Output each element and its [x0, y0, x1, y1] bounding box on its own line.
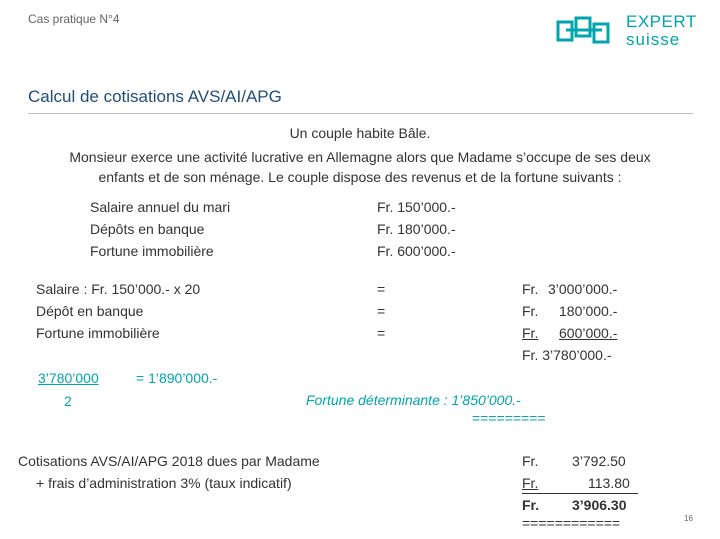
contribution-line-2: + frais d’administration 3% (taux indicatif)	[36, 475, 292, 491]
contribution-prefix: Fr.	[522, 453, 539, 469]
intro-line-2: Monsieur exerce une activité lucrative en Allemagne alors que Madame s’occupe de ses deux	[69, 149, 651, 165]
calc-label: Salaire : Fr. 150’000.- x 20	[36, 281, 201, 297]
intro-line-1: Un couple habite Bâle.	[289, 125, 431, 141]
calc-label: Dépôt en banque	[36, 303, 144, 319]
expert-suisse-logo	[556, 12, 696, 50]
calc-prefix: Fr.	[522, 303, 539, 319]
calc-total: Fr. 3’780’000.-	[522, 347, 612, 363]
fact-value: Fr. 150’000.-	[377, 199, 456, 215]
determining-double-underline: =========	[472, 410, 546, 426]
calc-label: Fortune immobilière	[36, 325, 160, 341]
logo-text-suisse: suisse	[626, 30, 681, 49]
fraction-denominator: 2	[64, 393, 72, 409]
calc-amount: 180’000.-	[559, 303, 618, 319]
fees-prefix: Fr.	[522, 475, 539, 491]
fact-label: Dépôts en banque	[90, 221, 205, 237]
fees-row	[522, 475, 638, 494]
determining-wealth: Fortune déterminante : 1’850’000.-	[306, 392, 521, 408]
total-amount: 3’906.30	[572, 497, 627, 513]
fraction-numerator: 3’780’000	[38, 370, 99, 386]
calc-equals: =	[377, 325, 386, 341]
fact-label: Salaire annuel du mari	[90, 199, 231, 215]
title-divider	[28, 113, 693, 114]
calc-equals: =	[377, 303, 386, 319]
total-double-underline: ============	[522, 515, 621, 531]
division-result: = 1’890’000.-	[136, 370, 218, 386]
contribution-line-1: Cotisations AVS/AI/APG 2018 dues par Madame	[18, 453, 320, 469]
calc-prefix: Fr.	[522, 325, 539, 341]
fees-amount: 113.80	[588, 475, 630, 491]
page-title: Calcul de cotisations AVS/AI/APG	[28, 87, 282, 106]
fact-value: Fr. 180’000.-	[377, 221, 456, 237]
intro-line-3: enfants et de son ménage. Le couple dispose des revenus et de la fortune suivants :	[98, 169, 622, 185]
contribution-amount: 3’792.50	[572, 453, 626, 469]
calc-equals: =	[377, 281, 386, 297]
fact-label: Fortune immobilière	[90, 243, 214, 259]
total-prefix: Fr.	[522, 497, 540, 513]
logo-text-expert: EXPERT	[626, 12, 697, 31]
logo-mark-icon	[556, 16, 618, 46]
page-number: 16	[684, 514, 693, 523]
calc-amount: 600’000.-	[559, 325, 618, 341]
fact-value: Fr. 600’000.-	[377, 243, 456, 259]
slide-label: Cas pratique N°4	[28, 12, 120, 26]
calc-prefix: Fr.	[522, 281, 539, 297]
calc-amount: 3’000’000.-	[548, 281, 618, 297]
